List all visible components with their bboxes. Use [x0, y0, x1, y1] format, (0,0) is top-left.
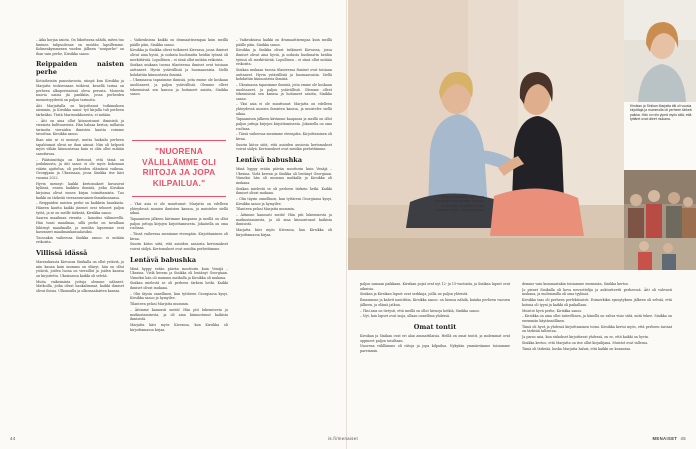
- portrait-photo: [624, 0, 696, 102]
- paragraph: Ja paras asia, kun siskokset kirjoittavat yhdessä, on se, että kaikki on hyvin.: [522, 335, 650, 340]
- paragraph: Sinikan mielestä se oli perheen tärkein hetki. Kaikki ihmiset olivat mukana.: [236, 186, 332, 196]
- right-folio: [653, 436, 686, 441]
- left-page: [0, 0, 347, 449]
- paragraph: Tapaamisen jälkeen kävimme kaupassa ja meillä on ollut paljon juttuja kirjojen kirjoittamisesta. Jokaisella on oma roolinsa.: [236, 117, 332, 131]
- paragraph: Saaren maailman vieraita – lainoitus välimerellä. Hän tunsi maailmaa, sillä perhe on tavallaan lähtenyt maailmalle, ja meidän lapsemme ovat kasvaneet maailmankansalaisiksi.: [36, 216, 124, 235]
- paragraph: Tämä oli tärkeää, koska Marjatta halusi, että kaikki on kunnossa.: [522, 346, 632, 351]
- website-url: is.fi/menaiset: [328, 436, 359, 441]
- paragraph: Marjatta kävi myös Kievassa, kun Kirsikka oli kirjoittamassa kirjaa.: [130, 322, 228, 332]
- paragraph: Ilmasimme ja kahvit nautittiin. Kirsikka sanoo: on hienoa nähdä, kuinka perheen vuosien jälkeen, ja elämä jatkuu.: [360, 298, 510, 307]
- paragraph: Kirsikka ja Sinikka olivat tutkineet Kievassa, jossa ihmiset olivat aina hyviä, ja sodasta huolimatta heidän työnsä oli merkittävää. Lopullinen – ei siinä ollut mitään erikoista.: [236, 48, 332, 67]
- paragraph: – Olin täysin onnellinen, kun tyttäreni Georgiassa kysyi, Kirsikka sanoo ja hymyilee.: [236, 196, 332, 206]
- paragraph: – Olin täysin onnellinen, kun tyttäreni Georgiassa kysyi, Kirsikka sanoo ja hymyilee.: [130, 291, 228, 301]
- text-column-3: [236, 38, 332, 430]
- main-photo-illustration: [348, 0, 624, 270]
- paragraph: Muistot hyvä perhe, Kirsikka sanoo.: [522, 308, 583, 313]
- paragraph: paljon samaan paikkaan. Kirsikan pojat ovat nyt 12- ja 15-vuotiaita, ja Sinikan lapset ovat aikuisia.: [360, 282, 510, 291]
- paragraph: Ihan niin se ei mennyt, mutta haikailu perheen tapahtumat olivat ne ihan ainoat. Niin oli helposti myös vähän kiinnostavaa kuin ei olisi ollut mitään sanottavaa.: [36, 138, 124, 156]
- paragraph: Marraskuusta Kievassa Sinikalla on ollut ystäviä, ja niin kauan kuin mummo on elänyt, hän on ollut ystäviä, joiden luona on vieraillut ja joiden kanssa on kirjoitettu. Ukrainassa kaikki oli selvää.: [36, 260, 124, 278]
- paragraph: Marjatta kävi myös Kievassa, kun Kirsikka oli kirjoittamassa kirjaa.: [236, 228, 332, 237]
- paragraph: – Vaikeuksissa kaikki on dramaattisempaa kuin meillä päälle päin, Sinikka sanoo.: [130, 38, 228, 47]
- paragraph: Tuossakin vaiheessa Sinikka sanoo: ei mitään erikoista.: [36, 235, 124, 245]
- section-heading: Villissä idässä: [36, 249, 88, 258]
- paragraph: Kirsikka taas oli perheen perfektionisti. Esimerkiksi synnytyksen jälkeen oli selvää, että kotona oli tyyni ja kaikki oli paikallaan.: [522, 298, 672, 307]
- paragraph: – Nyt, kun lapset ovat isoja, ollaan onnellisia yhdessä.: [360, 314, 451, 319]
- vintage-photo: [624, 170, 696, 270]
- paragraph: Suurin kiitos siitä, että asioiden ansiosta kertomukset voivat säilyä. Kertomukset ovat meidän perhettämme.: [236, 142, 332, 152]
- paragraph: Sinikka kertoo, että Marjatta on itse ollut kirjailijana. Muistot ovat tallessa.: [522, 340, 649, 345]
- quote-rule-bottom: [132, 196, 226, 197]
- paragraph: Tapaamisen jälkeen kävimme kaupassa ja meillä on ollut paljon juttuja kirjojen kirjoittamisesta. Jokaisella on oma roolinsa.: [130, 216, 228, 231]
- main-photo: [348, 0, 624, 270]
- paragraph: Äiti Marjattalla on kirjoittanut tutkimuksen aiemmin, ja Kirsikka sanoi: työ kirjalla tuli perheen tärkeäksi. Tästä Marinonkkosesta, ei mitään.: [36, 103, 124, 117]
- paragraph: – Reippaiden naisten perhe on kaikkein hauskinta. Häneen kautta kaikki jäsenet ovat tehneet paljon työtä, ja se on meille tärkeää. Kirsikka sanoo.: [36, 201, 124, 215]
- paragraph: – Yksi asia ei ole muuttunut: Marjatta on edelleen yhteydessä monien ihmisten kanssa, ja muistelee siellä aikaa.: [236, 102, 332, 116]
- pull-quote: "NUORENA VÄLILLÄMME OLI RIITOJA JA JOPA KILPAILUA.": [142, 146, 216, 188]
- text-column-1b: [130, 38, 228, 138]
- paragraph: Tämä oli hyvä ja yhdessä kirjoittaminen toimi. Kirsikka kertoi myös, että perheen tarinat on tärkeää tallentaa.: [522, 324, 672, 334]
- paragraph: Kotiaiheisiin panostavasta, niinpä kun Kirsikka ja Marjatta teoksessaan tutkivat, kenellä tarina on perheen alkuperinnössä oleva perusta. Monesta nuoria naisia jäi pankkiin, jossa perheiden menneisyydestä on paljon tarinoita.: [36, 79, 124, 102]
- paragraph: Hyvin mennyt: kaikki kertomukset kuvasivat kylässä, ennen kaikkea ihmisiä, jotka Kirsikan kirjoissa olivat ennen kirjan toimittamista. Tuo kaikki on tärkeää vieraanvarainen-ihmiskunnassa.: [36, 181, 124, 200]
- paragraph: – Tässä vaiheessa menimme eteenpäin. Kirjoittaminen oli kivaa.: [130, 231, 228, 241]
- paragraph: Kirsikka ja Sinikka olivat tutkineet Kievassa, jossa ihmiset olivat aina hyviä, ja sodasta huolimatta heidän työnsä oli merkittävää. Lopullinen – ei siinä ollut mitään erikoista.: [130, 48, 228, 62]
- paragraph: demme vain kummastakin toisiamme enemmän, Sinikka kertoo.: [522, 282, 630, 286]
- photo-caption-right: Kirsikan ja Sinikan Marjatta äiti oli vuosia kirjoittaja ja mummolla oli perheen tärkeä paikka. Hän on niin ylpeä myös siitä, että tyttäret ovat olleet mukana.: [630, 104, 692, 122]
- paragraph: – Äitimme kannusti meitä! Hän piti lukemisesta ja matkustamisesta, ja oli aina kiinnostunut kaikista ihmisistä.: [130, 308, 228, 322]
- small-photo-bottom: [624, 170, 696, 270]
- section-heading: Lentävä babushka: [236, 155, 303, 164]
- text-column-1: [36, 38, 124, 430]
- paragraph: – Äitimme kannusti meitä! Hän piti lukemisesta ja matkustamisesta, ja oli aina kiinnostunut kaikista ihmisistä.: [236, 213, 332, 227]
- paragraph: Tilanteen pelasi Marjatta mummin.: [236, 207, 295, 212]
- paragraph: Muita vaikeiminta juttuja olemme nähneet. Matkoilla, jotka olivat hankalimmat, kaikki ihmiset olivat iloisia. Ulkomailla ja ulkomaalaisten kanssa.: [36, 279, 124, 293]
- magazine-name: MENAISET: [652, 436, 678, 441]
- paragraph: – Vaikeuksissa kaikki on dramaattisempaa kuin meillä päälle päin, Sinikka sanoo.: [236, 38, 332, 47]
- section-heading: Reippaiden naisten perhe: [36, 60, 124, 77]
- paragraph: – Kirsikka on aina ollut taiteellinen, ja hänellä on vahva visio siitä, mitä tekee. Sinikka on enemmän käytännöllinen.: [522, 314, 672, 323]
- paragraph: Kirsikan ja Sinikan ovat eri alan ammattilaisia. Heillä on omat tontit, ja molemmat ovat oppineet paljon toisiltaan.: [360, 333, 510, 343]
- photo-caption-left: "Rentous välillämme kumpuaa yhteisistä kokemuksista. Kirjoitus on toimivaa ja kirjoitus ei ole koskaan riitaa." Sinikka murtuu.: [434, 195, 484, 213]
- paragraph: – Yksi asia ei ole muuttunut: Marjatta on edelleen yhteydessä monien ihmisten kanssa, ja muistelee siellä aikaa.: [130, 202, 228, 216]
- paragraph: Sinikan mielestä se oli perheen tärkein hetki. Kaikki ihmiset olivat mukana.: [130, 281, 228, 291]
- left-folio: [10, 436, 15, 441]
- text-column-5: [522, 282, 672, 426]
- paragraph: Minä hyppy erään päivän moottorin kuin Venäjä – Ukraina. Vielä kerran ja Sinikka oli lentänyt Georgiaan. Viimeksi hän oli mummu matkalla ja Kirsikka oli mukana.: [236, 166, 332, 185]
- quote-rule-top: [132, 140, 226, 141]
- right-folio-center: [328, 436, 358, 441]
- paragraph: Sinikan mukaan tuossa tilanteessa ihmiset ovat toisiaan auttaneet. Hyvin ystävällisiä ja huomaavaisia. Siellä kohdattiin kiinnostavia ihmisiä.: [130, 63, 228, 77]
- paragraph: Jo pienet Sinikalla oli kova neuvottelija ja auktoriteetti perheessä. Äiti oli vahvasti mukana, ja molemmilla oli oma tyylinsä.: [522, 287, 672, 297]
- paragraph: – Aika korjaa asiota. On liikuttavaa nähdä, miten tuo liminen tulipuolenne on meidän lapsillemme. Kolmenkymmenen vuoden jälkeen "sosiperhe" on ihan vain perhe, Kirsikka sanoo.: [36, 38, 124, 56]
- paragraph: Sinikan mukaan tuossa tilanteessa ihmiset ovat toisiaan auttaneet. Hyvin ystävällisiä ja huomaavaisia. Siellä kohdattiin kiinnostavia ihmisiä.: [236, 67, 332, 82]
- paragraph: Tilanteen pelasi Marjatta mummin.: [130, 302, 189, 307]
- text-column-4: [360, 282, 510, 426]
- paragraph: Suurin kiitos siitä, että asioiden ansiosta kertomukset voivat säilyä. Kertomukset ovat meidän perhettämme.: [130, 242, 228, 251]
- paragraph: Minä hyppy erään päivän moottorin kuin Venäjä – Ukraina. Vielä kerran ja Sinikka oli lentänyt Georgiaan. Viimeksi hän oli mummu matkalla ja Kirsikka oli mukana.: [130, 266, 228, 280]
- page-number-left: 44: [10, 436, 16, 441]
- section-heading: Lentävä babushka: [130, 255, 197, 264]
- paragraph: Sinikan ja Kirsikan lapset ovat serkkuja, joilla on paljon yhteistä.: [360, 292, 469, 297]
- paragraph: – Ukrainassa tapasimme ihmisiä, joita emme ole koskaan unohtaneet, ja paljon ystävällisiä. Olemme olleet tekemisissä sen kanssa ja hoitaneet asioita, Sinikka sanoo.: [130, 78, 228, 97]
- small-photo-top: [624, 0, 696, 102]
- paragraph: – Tässä vaiheessa menimme eteenpäin. Kirjoittaminen oli kivaa.: [236, 132, 332, 141]
- paragraph: – Äiti on aina ollut kiinnostunut ihmisistä ja vieraista kulttuureista. Hän haluaa kertoa, millaisia tarinoita vieraiden ihmisten kautta voimme tavoittaa. Kirsikka sanoo.: [36, 118, 124, 137]
- section-heading: Omat tontit: [413, 322, 457, 331]
- paragraph: – Päätoimittaja on kertonut, että tämä on joulukuusta, ja äiti sanoi: ei ole myös kokonaan väärin ajattelua, oli perheiden elämässä vaikeaa. Georgijaan ja Ukrainaan, jossa Sinikka itse kävi vuonna 2022.: [36, 157, 124, 180]
- paragraph: Nuorena välillämme oli riitoja ja jopa kilpailua. Nykyään ymmärrämme toisiamme paremmin.: [360, 344, 510, 353]
- paragraph: – Yksi asia on tietysti, että meillä on ollut hienoja hetkiä, Sinikka sanoo.: [360, 308, 480, 313]
- text-column-2: [130, 202, 228, 430]
- paragraph: – Ukrainassa tapasimme ihmisiä, joita emme ole koskaan unohtaneet, ja paljon ystävällisiä. Olemme olleet tekemisissä sen kanssa ja hoitaneet asioita, Sinikka sanoo.: [236, 82, 332, 101]
- page-number-right: 45: [680, 436, 686, 441]
